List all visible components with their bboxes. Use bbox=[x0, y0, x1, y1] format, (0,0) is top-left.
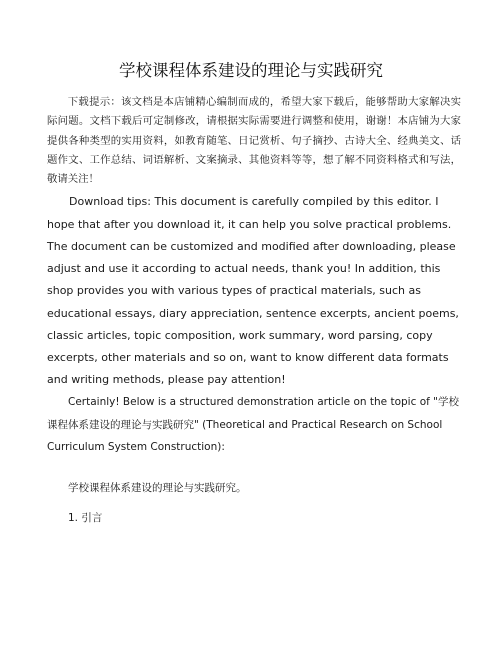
document-body bbox=[47, 93, 461, 529]
download-notice-english: Download tips: This document is carefully compiled by this editor. I hope that after you download it, it can help you solve practical problems. The document can be customized and modified after downloading, please adjust and use it according to actual needs, thank you! In addition, this shop provides you with various types of practical materials, such as educational essays, diary appreciation, sentence excerpts, ancient poems, classic articles, topic composition, work summary, word parsing, copy excerpts, other materials and so on, want to know different data formats and writing methods, please pay attention! bbox=[47, 195, 459, 387]
download-notice-chinese: 下载提示：该文档是本店铺精心编制而成的，希望大家下载后，能够帮助大家解决实际问题。文档下载后可定制修改，请根据实际需要进行调整和使用，谢谢！本店铺为大家提供各种类型的实用资料，如教育随笔、日记赏析、句子摘抄、古诗大全、经典美文、话题作文、工作总结、词语解析、文案摘录、其他资料等等，想了解不同资料格式和写法，敬请关注！ bbox=[47, 96, 461, 186]
intro-paragraph: Certainly! Below is a structured demonstration article on the topic of "学校课程体系建设的理论与实践研究" (Theoretical and Practical Research on School Curriculum System Construction): bbox=[47, 396, 459, 453]
heading-introduction: 1. 引言 bbox=[68, 511, 103, 524]
section-title: 学校课程体系建设的理论与实践研究。 bbox=[68, 481, 247, 494]
document-title: 学校课程体系建设的理论与实践研究 bbox=[119, 61, 383, 80]
